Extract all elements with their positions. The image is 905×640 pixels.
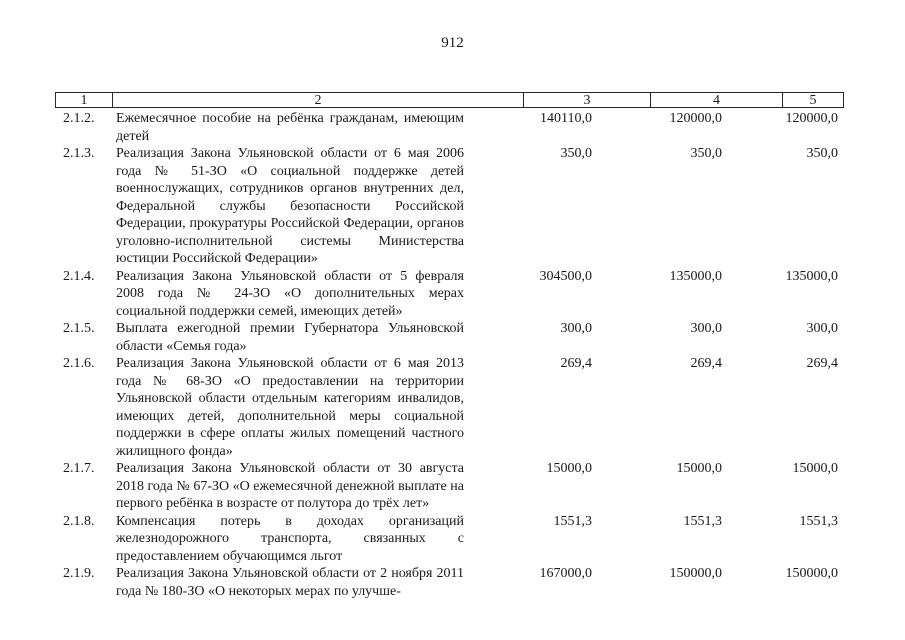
column-header-row bbox=[55, 92, 844, 108]
row-value-col4: 350,0 bbox=[690, 146, 722, 161]
row-value-col3: 304500,0 bbox=[539, 268, 592, 284]
row-value-col4: 15000,0 bbox=[676, 461, 722, 476]
row-value-col3: 1551,3 bbox=[553, 513, 592, 529]
column-header-4: 4 bbox=[713, 93, 720, 108]
row-number: 2.1.7. bbox=[63, 461, 95, 476]
row-description: Реализация Закона Ульяновской области от 6 мая 2006 года № 51-ЗО «О социальной поддержке детей военнослужащих, сотрудников органов внутренних дел, Федеральной службы безопасности Российской Федерации, прокуратуры Российской Федерации, органов уголовно-исполнительной системы Министерства юстиции Российской Федерации» bbox=[116, 146, 464, 266]
table-row bbox=[0, 513, 905, 566]
row-value-col5: 135000,0 bbox=[785, 268, 838, 284]
table-row bbox=[0, 320, 905, 355]
row-value-col4: 269,4 bbox=[690, 356, 722, 371]
row-value-col5: 15000,0 bbox=[792, 461, 838, 476]
row-value-col5: 269,4 bbox=[806, 356, 838, 371]
row-number: 2.1.3. bbox=[63, 146, 95, 161]
page-number: 912 bbox=[441, 35, 464, 51]
column-header-2: 2 bbox=[314, 93, 322, 108]
row-value-col5: 300,0 bbox=[806, 321, 838, 336]
row-number: 2.1.6. bbox=[63, 356, 95, 371]
row-value-col4: 120000,0 bbox=[669, 111, 722, 126]
column-header-1: 1 bbox=[80, 93, 88, 108]
row-value-col3: 350,0 bbox=[560, 146, 592, 161]
table-body bbox=[0, 110, 905, 600]
row-description: Ежемесячное пособие на ребёнка гражданам, имеющим детей bbox=[116, 111, 464, 144]
row-value-col4: 1551,3 bbox=[683, 513, 722, 529]
row-value-col5: 350,0 bbox=[806, 146, 838, 161]
row-description: Реализация Закона Ульяновской области от 5 февраля 2008 года № 24-ЗО «О дополнительных мерах социальной поддержки семей, имеющих детей» bbox=[116, 268, 464, 319]
row-description: Реализация Закона Ульяновской области от 6 мая 2013 года № 68-ЗО «О предоставлении на территории Ульяновской области отдельным категориям инвалидов, имеющих детей, дополнительной меры социальной поддержки в сфере оплаты жилых помещений частного жилищного фонда» bbox=[116, 356, 464, 459]
row-value-col5: 1551,3 bbox=[799, 513, 838, 529]
table-row bbox=[0, 110, 905, 145]
row-value-col3: 15000,0 bbox=[546, 461, 592, 476]
row-value-col5: 150000,0 bbox=[785, 566, 838, 581]
table-row bbox=[0, 355, 905, 460]
column-header-5: 5 bbox=[809, 93, 817, 108]
row-number: 2.1.2. bbox=[63, 111, 95, 126]
row-description: Реализация Закона Ульяновской области от 30 августа 2018 года № 67-ЗО «О ежемесячной денежной выплате на первого ребёнка в возрасте от полутора до трёх лет» bbox=[116, 461, 464, 511]
table-row bbox=[0, 460, 905, 513]
row-number: 2.1.9. bbox=[63, 566, 95, 581]
row-description: Реализация Закона Ульяновской области от 2 ноября 2011 года № 180-ЗО «О некоторых мерах по улучше- bbox=[116, 566, 464, 599]
row-description: Компенсация потерь в доходах организаций железнодорожного транспорта, связанных с предоставлением обучающимся льгот bbox=[116, 513, 464, 564]
column-header-3: 3 bbox=[583, 93, 591, 108]
row-value-col5: 120000,0 bbox=[785, 111, 838, 126]
row-value-col4: 135000,0 bbox=[669, 268, 722, 284]
row-value-col3: 269,4 bbox=[560, 356, 592, 371]
row-value-col3: 140110,0 bbox=[540, 111, 592, 126]
row-number: 2.1.5. bbox=[63, 321, 95, 336]
row-value-col3: 167000,0 bbox=[539, 566, 592, 581]
row-value-col3: 300,0 bbox=[560, 321, 592, 336]
row-number: 2.1.8. bbox=[63, 513, 95, 529]
table-row bbox=[0, 565, 905, 600]
table-row bbox=[0, 145, 905, 268]
row-value-col4: 300,0 bbox=[690, 321, 722, 336]
table-row bbox=[0, 268, 905, 321]
row-value-col4: 150000,0 bbox=[669, 566, 722, 581]
row-number: 2.1.4. bbox=[63, 268, 95, 284]
row-description: Выплата ежегодной премии Губернатора Ульяновской области «Семья года» bbox=[116, 321, 464, 354]
